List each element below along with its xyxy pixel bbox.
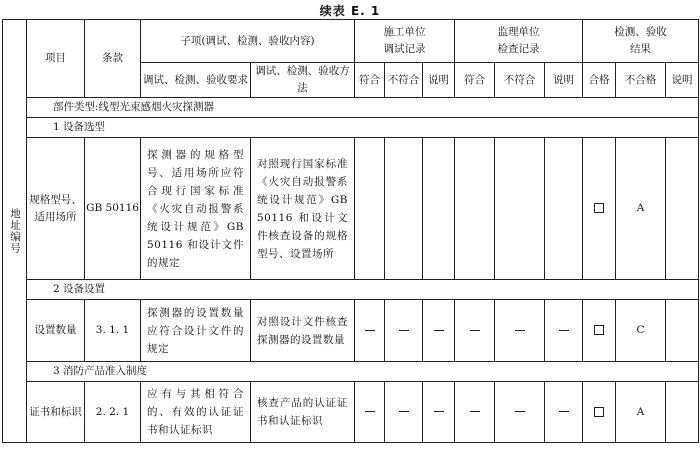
supervision-nonconform (495, 300, 545, 362)
supervision-nonconform (495, 382, 545, 443)
dash-icon (559, 330, 569, 331)
construction-nonconform (385, 138, 423, 280)
header-nonconform: 不符合 (385, 63, 423, 98)
construction-note (423, 382, 455, 443)
header-sub-item: 子项(调试、检测、验收内容) (141, 20, 355, 63)
acceptance-note (666, 138, 699, 280)
header-clause: 条款 (85, 20, 141, 98)
construction-nonconform (385, 300, 423, 362)
dash-icon (515, 411, 525, 412)
header-item: 项目 (27, 20, 85, 98)
checkbox-icon (594, 203, 604, 213)
construction-note (423, 300, 455, 362)
header-requirement: 调试、检测、验收要求 (141, 63, 251, 98)
construction-conform (355, 300, 385, 362)
dash-icon (399, 330, 409, 331)
table-title: 续表 E. 1 (319, 4, 381, 18)
header-method: 调试、检测、验收方法 (251, 63, 355, 98)
dash-icon (470, 330, 480, 331)
header-note: 说明 (423, 63, 455, 98)
section-title: 3 消防产品准入制度 (27, 362, 699, 382)
method-cell: 对照设计文件核查探测器的设置数量 (251, 300, 355, 362)
header-nonconform: 不符合 (495, 63, 545, 98)
pass-checkbox[interactable] (583, 138, 616, 280)
grade-cell: A (616, 138, 666, 280)
dash-icon (515, 330, 525, 331)
supervision-nonconform (495, 138, 545, 280)
construction-conform (355, 138, 385, 280)
pass-checkbox[interactable] (583, 300, 616, 362)
supervision-conform (455, 300, 495, 362)
supervision-conform (455, 138, 495, 280)
grade-cell: C (616, 300, 666, 362)
dash-icon (434, 411, 444, 412)
pass-checkbox[interactable] (583, 382, 616, 443)
clause-cell: 2. 2. 1 (85, 382, 141, 443)
dash-icon (470, 411, 480, 412)
item-cell: 证书和标识 (27, 382, 85, 443)
clause-cell: GB 50116 (85, 138, 141, 280)
acceptance-note (666, 382, 699, 443)
dash-icon (399, 411, 409, 412)
header-construction: 施工单位 调试记录 (355, 20, 455, 63)
header-supervision: 监理单位 检查记录 (455, 20, 583, 63)
header-note: 说明 (545, 63, 583, 98)
checkbox-icon (594, 407, 604, 417)
supervision-note (545, 382, 583, 443)
header-conform: 符合 (455, 63, 495, 98)
dash-icon (434, 330, 444, 331)
header-acceptance: 检测、验收 结果 (583, 20, 699, 63)
requirement-cell: 探测器的设置数量应符合设计文件的规定 (141, 300, 251, 362)
checkbox-icon (594, 325, 604, 335)
construction-conform (355, 382, 385, 443)
header-pass: 合格 (583, 63, 616, 98)
dash-icon (365, 330, 375, 331)
clause-cell: 3. 1. 1 (85, 300, 141, 362)
grade-cell: A (616, 382, 666, 443)
dash-icon (365, 411, 375, 412)
item-cell: 设置数量 (27, 300, 85, 362)
method-cell: 对照现行国家标准《火灾自动报警系统设计规范》GB 50116 和设计文件核查设备的规格型号、设置场所 (251, 138, 355, 280)
header-conform: 符合 (355, 63, 385, 98)
component-type: 部件类型:线型光束感烟火灾探测器 (27, 98, 699, 118)
inspection-table (2, 19, 699, 443)
construction-note (423, 138, 455, 280)
requirement-cell: 应有与其相符合的、有效的认证证书和认证标识 (141, 382, 251, 443)
acceptance-note (666, 300, 699, 362)
header-note: 说明 (666, 63, 699, 98)
supervision-note (545, 138, 583, 280)
dash-icon (559, 411, 569, 412)
supervision-note (545, 300, 583, 362)
method-cell: 核查产品的认证证书和认证标识 (251, 382, 355, 443)
section-title: 1 设备选型 (27, 118, 699, 138)
header-fail: 不合格 (616, 63, 666, 98)
requirement-cell: 探测器的规格型号、适用场所应符合现行国家标准《火灾自动报警系统设计规范》GB 50116 和设计文件的规定 (141, 138, 251, 280)
item-cell: 规格型号、适用场所 (27, 138, 85, 280)
section-title: 2 设备设置 (27, 280, 699, 300)
supervision-conform (455, 382, 495, 443)
construction-nonconform (385, 382, 423, 443)
header-address-code: 地址编号 (3, 20, 27, 443)
